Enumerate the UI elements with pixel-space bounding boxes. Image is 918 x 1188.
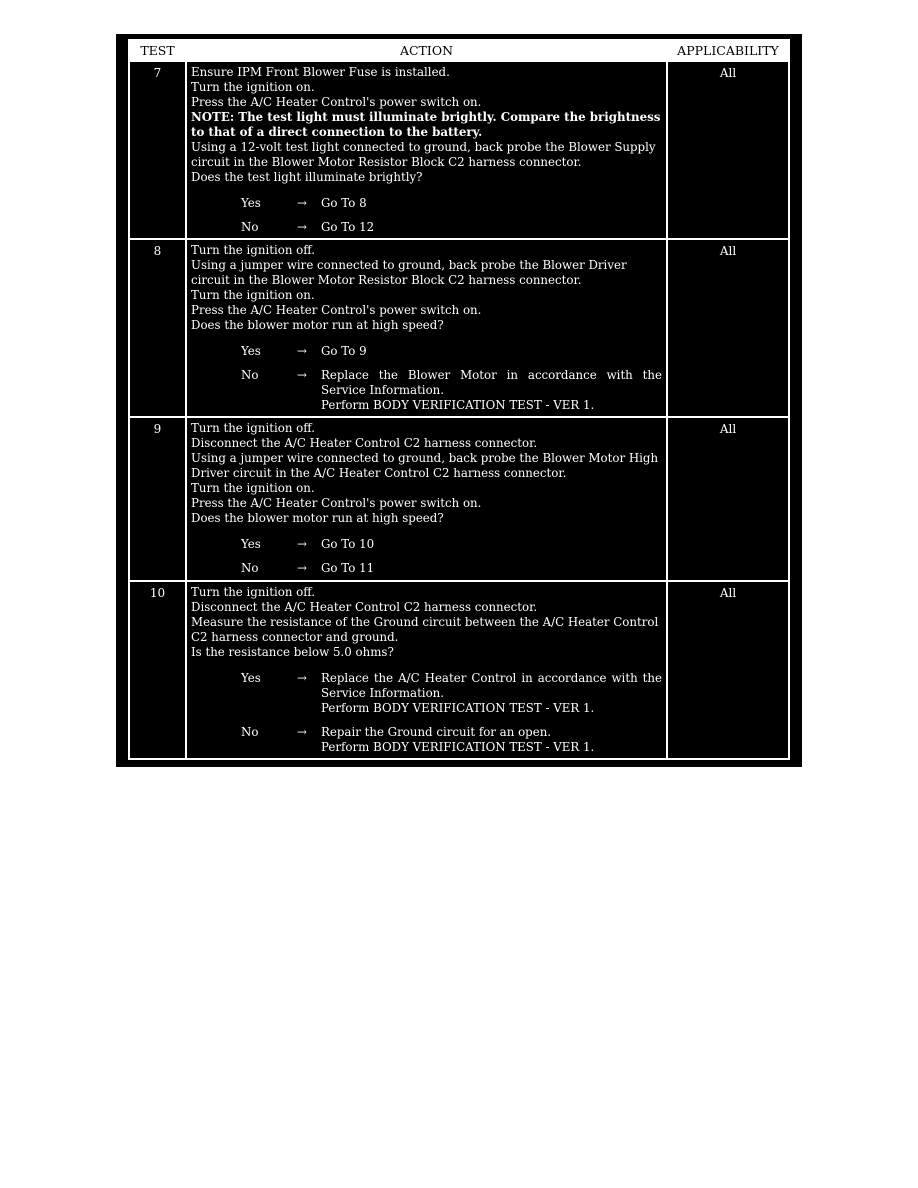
step-text: Press the A/C Heater Control's power switch on. — [191, 303, 482, 317]
no-result-line: Perform BODY VERIFICATION TEST - VER 1. — [321, 398, 595, 412]
step-text: Measure the resistance of the Ground circuit between the A/C Heater Control C2 harness connector and ground. — [191, 615, 659, 644]
yes-result-line: Replace the A/C Heater Control in accordance with the Service Information. — [321, 671, 662, 700]
arrow-icon: → — [297, 196, 307, 210]
yes-result-line: Perform BODY VERIFICATION TEST - VER 1. — [321, 701, 595, 715]
question-text: Does the blower motor run at high speed? — [191, 511, 444, 525]
step-text: Turn the ignition on. — [191, 80, 315, 94]
step-text: Using a 12-volt test light connected to ground, back probe the Blower Supply circuit in the Blower Motor Resistor Block C2 harness connector. — [191, 140, 656, 169]
yes-label: Yes — [241, 537, 261, 551]
no-answer — [191, 368, 662, 413]
yes-result: Go To 9 — [321, 344, 367, 358]
yes-answer — [191, 196, 662, 211]
question-text: Does the blower motor run at high speed? — [191, 318, 444, 332]
action-cell — [186, 417, 667, 581]
step-text: Disconnect the A/C Heater Control C2 harness connector. — [191, 436, 538, 450]
yes-label: Yes — [241, 344, 261, 358]
yes-result — [321, 671, 662, 716]
note-text: NOTE: The test light must illuminate brightly. Compare the brightness to that of a direct connection to the battery. — [191, 110, 661, 139]
step-text: Using a jumper wire connected to ground, back probe the Blower Motor High Driver circuit in the A/C Heater Control C2 harness connector. — [191, 451, 659, 480]
table-row — [129, 239, 789, 417]
yes-result: Go To 10 — [321, 537, 375, 551]
no-result — [321, 725, 662, 755]
yes-label: Yes — [241, 671, 261, 685]
no-answer — [191, 561, 662, 576]
action-cell — [186, 581, 667, 759]
no-label: No — [241, 561, 259, 575]
step-text: Using a jumper wire connected to ground, back probe the Blower Driver circuit in the Blower Motor Resistor Block C2 harness connector. — [191, 258, 627, 287]
step-text: Turn the ignition off. — [191, 585, 315, 599]
yes-label: Yes — [241, 196, 261, 210]
header-test: TEST — [129, 40, 186, 61]
arrow-icon: → — [297, 344, 307, 358]
arrow-icon: → — [297, 561, 307, 575]
applicability-value: All — [667, 61, 789, 239]
step-text: Turn the ignition on. — [191, 481, 315, 495]
no-label: No — [241, 368, 259, 382]
diagnostic-table-frame — [116, 34, 802, 767]
table-row — [129, 581, 789, 759]
step-text: Press the A/C Heater Control's power switch on. — [191, 95, 482, 109]
action-cell — [186, 61, 667, 239]
no-result-line: Perform BODY VERIFICATION TEST - VER 1. — [321, 740, 595, 754]
applicability-value: All — [667, 581, 789, 759]
arrow-icon: → — [297, 671, 307, 685]
question-text: Is the resistance below 5.0 ohms? — [191, 645, 394, 659]
test-number: 10 — [129, 581, 186, 759]
step-text: Disconnect the A/C Heater Control C2 harness connector. — [191, 600, 538, 614]
no-result-line: Replace the Blower Motor in accordance with the Service Information. — [321, 368, 662, 397]
arrow-icon: → — [297, 220, 307, 234]
table-header-row — [129, 40, 789, 61]
yes-result: Go To 8 — [321, 196, 367, 210]
arrow-icon: → — [297, 537, 307, 551]
no-result-line: Repair the Ground circuit for an open. — [321, 725, 552, 739]
question-text: Does the test light illuminate brightly? — [191, 170, 423, 184]
action-cell — [186, 239, 667, 417]
yes-answer — [191, 537, 662, 552]
applicability-value: All — [667, 417, 789, 581]
no-result: Go To 11 — [321, 561, 375, 575]
table-row — [129, 61, 789, 239]
no-answer — [191, 725, 662, 755]
arrow-icon: → — [297, 725, 307, 739]
no-answer — [191, 220, 662, 235]
test-number: 7 — [129, 61, 186, 239]
arrow-icon: → — [297, 368, 307, 382]
step-text: Press the A/C Heater Control's power switch on. — [191, 496, 482, 510]
yes-answer — [191, 671, 662, 716]
step-text: Turn the ignition off. — [191, 243, 315, 257]
test-number: 8 — [129, 239, 186, 417]
table-row — [129, 417, 789, 581]
diagnostic-table — [128, 39, 790, 760]
step-text: Turn the ignition off. — [191, 421, 315, 435]
no-result: Go To 12 — [321, 220, 375, 234]
no-result — [321, 368, 662, 413]
no-label: No — [241, 725, 259, 739]
step-text: Turn the ignition on. — [191, 288, 315, 302]
yes-answer — [191, 344, 662, 359]
test-number: 9 — [129, 417, 186, 581]
header-applicability: APPLICABILITY — [667, 40, 789, 61]
applicability-value: All — [667, 239, 789, 417]
header-action: ACTION — [186, 40, 667, 61]
step-text: Ensure IPM Front Blower Fuse is installed. — [191, 65, 450, 79]
no-label: No — [241, 220, 259, 234]
